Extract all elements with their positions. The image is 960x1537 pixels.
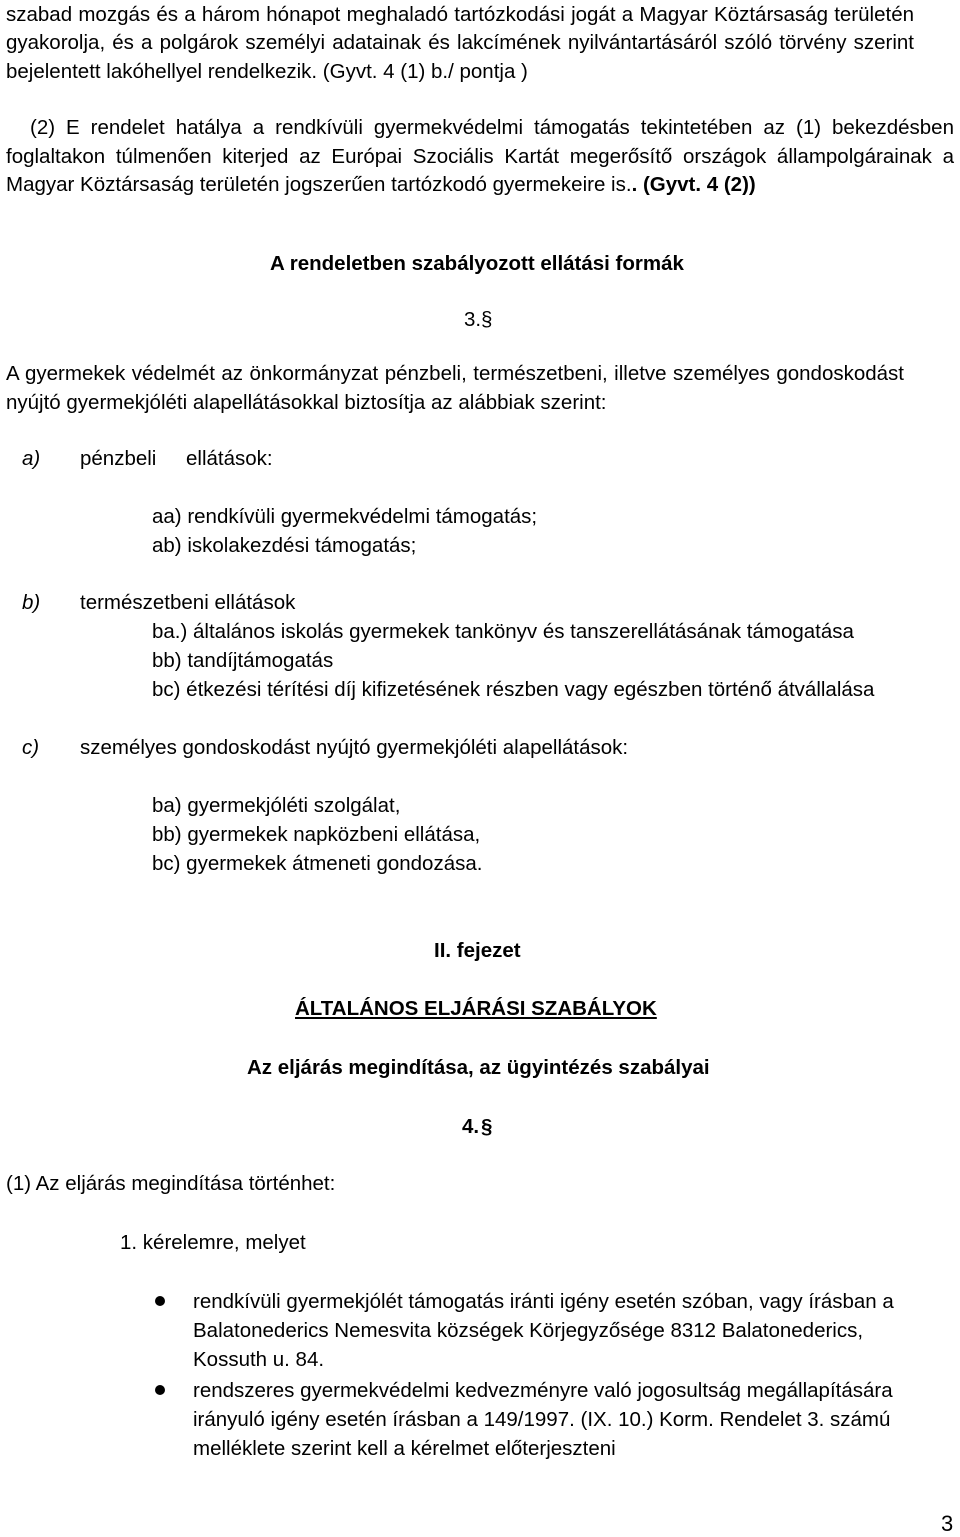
section-sign-icon: § xyxy=(481,308,493,331)
item-a-marker: a) xyxy=(22,447,41,470)
para2-reference: . (Gyvt. 4 (2)) xyxy=(631,173,756,196)
section-4-number: 4. xyxy=(462,1115,480,1138)
bullet-1-line-1: rendkívüli gyermekjólét támogatás iránti igény esetén szóban, vagy írásban a xyxy=(193,1290,894,1313)
item-ba: ba.) általános iskolás gyermekek tankönyv és tanszerellátásának támogatása xyxy=(152,620,854,643)
item-a-word-1: pénzbeli xyxy=(80,447,157,470)
para2-line-2: foglaltakon túlmenően kiterjed az Európai Szociális Kartát megerősítő országok állampolgárainak a xyxy=(6,145,954,168)
chapter-title: II. fejezet xyxy=(434,939,521,962)
para2-line-3-text: Magyar Köztársaság területén jogszerűen tartózkodó gyermekeire is. xyxy=(6,173,632,196)
item-ab: ab) iskolakezdési támogatás; xyxy=(152,534,417,557)
section-4-para-1: (1) Az eljárás megindítása történhet: xyxy=(6,1172,336,1195)
item-c-ba: ba) gyermekjóléti szolgálat, xyxy=(152,794,401,817)
bullet-2-line-1: rendszeres gyermekvédelmi kedvezményre való jogosultság megállapítására xyxy=(193,1379,893,1402)
item-c-bb: bb) gyermekek napközbeni ellátása, xyxy=(152,823,481,846)
bullet-1-line-3: Kossuth u. 84. xyxy=(193,1348,325,1371)
item-c-label: személyes gondoskodást nyújtó gyermekjóléti alapellátások: xyxy=(80,736,629,759)
bullet-1-line-2: Balatonederics Nemesvita községek Körjegyzősége 8312 Balatonederics, xyxy=(193,1319,864,1342)
chapter-heading: Az eljárás megindítása, az ügyintézés szabályai xyxy=(247,1056,710,1079)
item-b-label: természetbeni ellátások xyxy=(80,591,296,614)
item-bc: bc) étkezési térítési díj kifizetésének részben vagy egészben történő átvállalása xyxy=(152,678,875,701)
section-3-body-line-2: nyújtó gyermekjóléti alapellátásokkal biztosítja az alábbiak szerint: xyxy=(6,391,607,414)
section-3-heading: A rendeletben szabályozott ellátási formák xyxy=(270,252,684,275)
chapter-subtitle: ÁLTALÁNOS ELJÁRÁSI SZABÁLYOK xyxy=(295,997,657,1020)
item-c-bc: bc) gyermekek átmeneti gondozása. xyxy=(152,852,483,875)
para2-line-1: (2) E rendelet hatálya a rendkívüli gyermekvédelmi támogatás tekintetében az (1) bekezdésben xyxy=(30,116,954,139)
item-b-marker: b) xyxy=(22,591,41,614)
item-bb: bb) tandíjtámogatás xyxy=(152,649,334,672)
section-4-item-1: 1. kérelemre, melyet xyxy=(120,1231,306,1254)
section-sign-icon: § xyxy=(481,1115,493,1138)
bullet-icon xyxy=(155,1385,165,1395)
bullet-icon xyxy=(155,1296,165,1306)
para2-line-3 xyxy=(6,170,756,199)
intro-line-3: bejelentett lakóhellyel rendelkezik. (Gyvt. 4 (1) b./ pontja ) xyxy=(6,60,528,83)
section-3-body-line-1: A gyermekek védelmét az önkormányzat pénzbeli, természetbeni, illetve személyes gondoskodást xyxy=(6,362,904,385)
page-number: 3 xyxy=(941,1511,954,1536)
bullet-2-line-3: melléklete szerint kell a kérelmet előterjeszteni xyxy=(193,1437,616,1460)
item-c-marker: c) xyxy=(22,736,40,759)
intro-line-1: szabad mozgás és a három hónapot meghaladó tartózkodási jogát a Magyar Köztársaság területén xyxy=(6,3,914,26)
bullet-2-line-2: irányuló igény esetén írásban a 149/1997. (IX. 10.) Korm. Rendelet 3. számú xyxy=(193,1408,891,1431)
item-aa: aa) rendkívüli gyermekvédelmi támogatás; xyxy=(152,505,538,528)
item-a-word-2: ellátások: xyxy=(186,447,273,470)
section-3-number: 3. xyxy=(464,308,482,331)
intro-line-2: gyakorolja, és a polgárok személyi adatainak és lakcímének nyilvántartásáról szóló törvény szerint xyxy=(6,31,914,54)
